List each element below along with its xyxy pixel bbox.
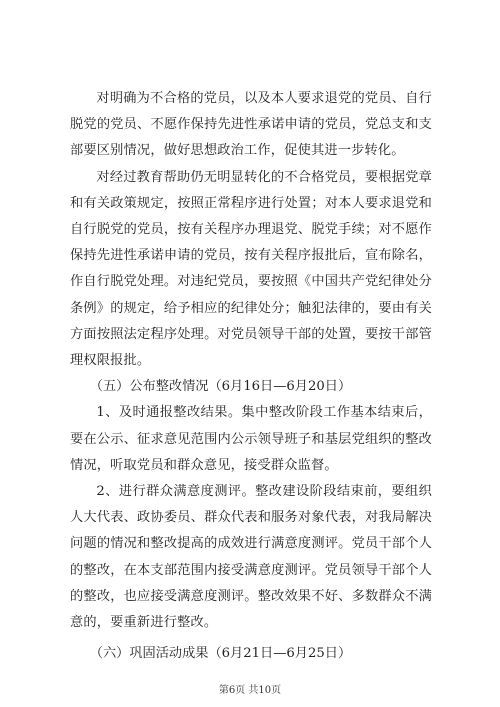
list-item-satisfaction-survey: 2、进行群众满意度测评。整改建设阶段结束前，要组织人大代表、政协委员、群众代表和服务对象代表，对我局解决问题的情况和整改提高的成效进行满意度测评。党员干部个人的整改，在本支部范围内接受满意度测评。党员领导干部个人的整改，也应接受满意度测评。整改效果不好、多数群众不满意的，要重新进行整改。 — [70, 484, 432, 631]
list-item-notify-results: 1、及时通报整改结果。集中整改阶段工作基本结束后，要在公示、征求意见范围内公示领导班子和基层党组织的整改情况，听取党员和群众意见，接受群众监督。 — [70, 405, 432, 473]
document-body — [70, 86, 432, 667]
section-heading-publish-rectification: （五）公布整改情况（6月16日—6月20日） — [89, 379, 352, 395]
paragraph-unqualified-members: 对明确为不合格的党员，以及本人要求退党的党员、自行脱党的党员、不愿作保持先进性承诺申请的党员，党总支和支部要区别情况，做好思想政治工作，促使其进一步转化。 — [70, 91, 432, 159]
page-number-footer: 第6页 共10页 — [218, 685, 282, 696]
section-heading-consolidate-results: （六）巩固活动成果（6月21日—6月25日） — [89, 646, 352, 662]
paragraph-disposal-procedure: 对经过教育帮助仍无明显转化的不合格党员，要根据党章和有关政策规定，按照正常程序进行处置；对本人要求退党和自行脱党的党员，按有关程序办理退党、脱党手续；对不愿作保持先进性承诺申请的党员，按有关程序报批后，宣布除名，作自行脱党处理。对违纪党员，要按照《中国共产党纪律处分条例》的规定，给予相应的纪律处分；触犯法律的，要由有关方面按照法定程序处理。对党员领导干部的处置，要按干部管理权限报批。 — [70, 169, 432, 369]
